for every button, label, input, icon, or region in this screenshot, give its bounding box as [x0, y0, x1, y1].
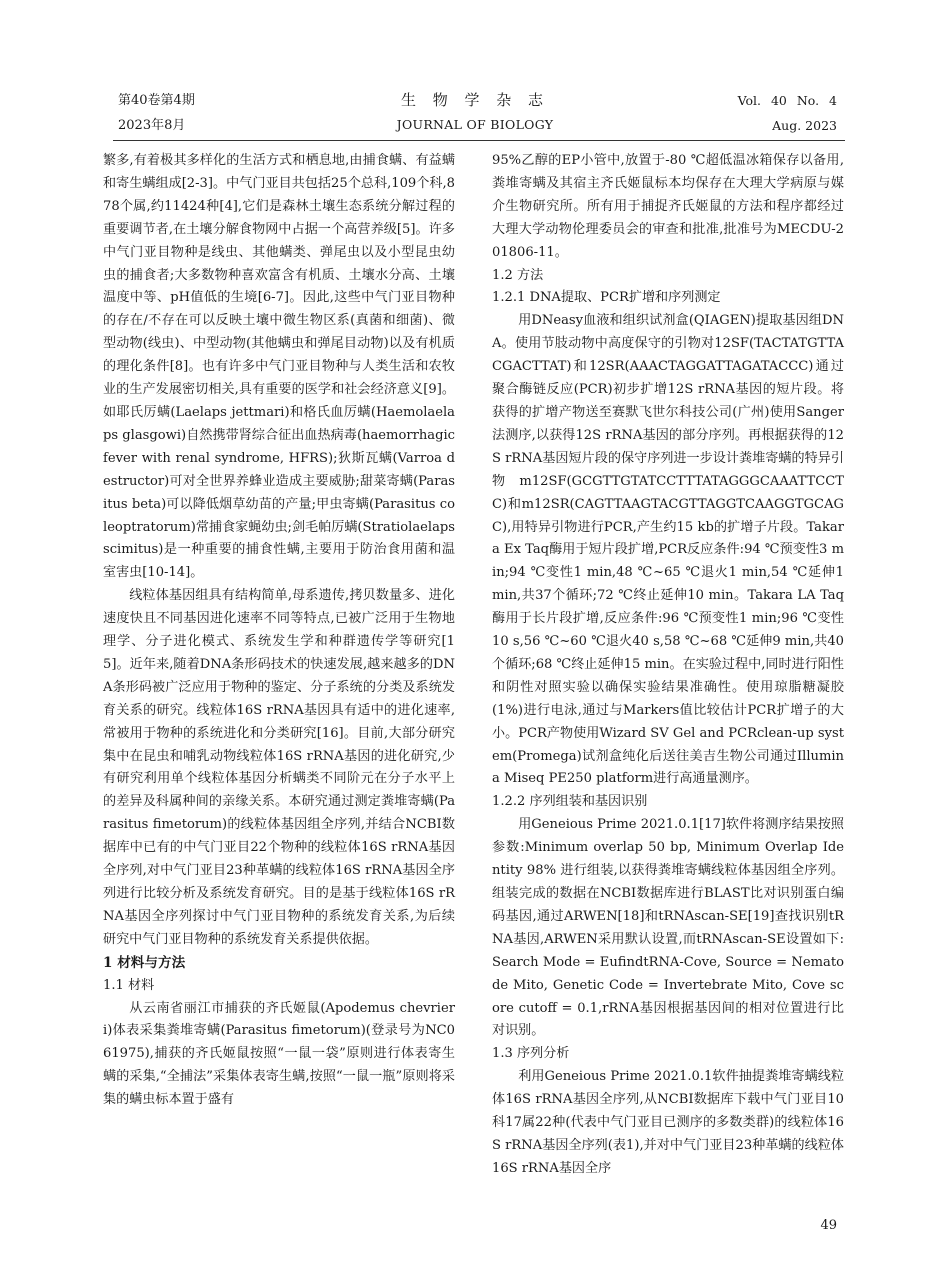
paragraph-materials-continued: 95%乙醇的EP小管中,放置于-80 ℃超低温冰箱保存以备用,粪堆寄螨及其宿主齐氏姬鼠标本均保存在大理大学病原与媒介生物研究所。所有用于捕捉齐氏姬鼠的方法和程序都经过大理大学动物伦理委员会的审查和批准,批准号为MECDU-201806-11。 [492, 153, 844, 260]
subsection-heading-assembly: 1.2.2 序列组装和基因识别 [492, 794, 648, 810]
right-column [492, 150, 844, 1181]
paragraph-mitogenome: 线粒体基因组具有结构简单,母系遗传,拷贝数量多、进化速度快且不同基因进化速率不同等特点,已被广泛用于生物地理学、分子进化模式、系统发生学和种群遗传学等研究[15]。近年来,随着DNA条形码技术的快速发展,越来越多的DNA条形码被广泛应用于物种的鉴定、分子系统的分类及系统发育关系的研究。线粒体16S rRNA基因具有适中的进化速率,常被用于物种的系统进化和分类研究[16]。目前,大部分研究集中在昆虫和哺乳动物线粒体16S rRNA基因的进化研究,少有研究利用单个线粒体基因分析螨类不同阶元在分子水平上的差异及科属种间的亲缘关系。本研究通过测定粪堆寄螨(Parasitus fimetorum)的线粒体基因组全序列,并结合NCBI数据库中已有的中气门亚目22个物种的线粒体16S rRNA基因全序列,对中气门亚目23种革螨的线粒体16S rRNA基因全序列进行比较分析及系统发育研究。目的是基于线粒体16S rRNA基因全序列探讨中气门亚目物种的系统发育关系,为后续研究中气门亚目物种的系统发育关系提供依据。 [103, 588, 455, 947]
paragraph-sequence-analysis: 利用Geneious Prime 2021.0.1软件抽提粪堆寄螨线粒体16S rRNA基因全序列,从NCBI数据库下载中气门亚目10科17属22种(代表中气门亚目已测序的多数类群)的线粒体16S rRNA基因全序列(表1),并对中气门亚目23种革螨的线粒体16S rRNA基因全序 [492, 1069, 844, 1176]
journal-title-en: JOURNAL OF BIOLOGY [396, 117, 554, 132]
header-right [738, 88, 837, 138]
running-header [0, 88, 950, 138]
journal-title-cn: 生 物 学 杂 志 [400, 91, 550, 109]
subsection-heading-methods: 1.2 方法 [492, 267, 544, 283]
subsection-heading-materials: 1.1 材料 [103, 977, 155, 993]
date-cn: 2023年8月 [118, 118, 186, 133]
paragraph-assembly: 用Geneious Prime 2021.0.1[17]软件将测序结果按照参数:Minimum overlap 50 bp, Minimum Overlap Identity 98% 进行组装,以获得粪堆寄螨线粒体基因组全序列。组装完成的数据在NCBI数据库进行BLAST比对识别蛋白编码基因,通过ARWEN[18]和tRNAscan-SE[19]查找识别tRNA基因,ARWEN采用默认设置,而tRNAscan-SE设置如下:Search Mode = EufindtRNA-Cove, Source = Nematode Mito, Genetic Code = Invertebrate Mito, Cove score cutoff = 0.1,rRNA基因根据基因间的相对位置进行比对识别。 [492, 817, 844, 1039]
section-heading-methods: 1 材料与方法 [103, 954, 186, 971]
volume-issue-cn: 第40卷第4期 [118, 93, 195, 108]
subsection-heading-sequence-analysis: 1.3 序列分析 [492, 1046, 570, 1062]
paragraph-intro-continued: 繁多,有着极其多样化的生活方式和栖息地,由捕食螨、有益螨和寄生螨组成[2-3]。中气门亚目共包括25个总科,109个科,878个属,约11424种[4],它们是森林土壤生态系统分解过程的重要调节者,在土壤分解食物网中占据一个高营养级[5]。许多中气门亚目物种是线虫、其他螨类、弹尾虫以及小型昆虫幼虫的捕食者;大多数物种喜欢富含有机质、土壤水分高、土壤温度中等、pH值低的生境[6-7]。因此,这些中气门亚目物种的存在/不存在可以反映土壤中微生物区系(真菌和细菌)、微型动物(线虫)、中型动物(其他螨虫和弹尾目动物)以及有机质的理化条件[8]。也有许多中气门亚目物种与人类生活和农牧业的生产发展密切相关,具有重要的医学和社会经济意义[9]。如耶氏厉螨(Laelaps jettmari)和格氏血厉螨(Haemolaelaps glasgowi)自然携带肾综合征出血热病毒(haemorrhagic fever with renal syndrome, HFRS);狄斯瓦螨(Varroa destructor)可对全世界养蜂业造成主要威胁;甜菜寄螨(Parasitus beta)可以降低烟草幼苗的产量;甲虫寄螨(Parasitus coleoptratorum)常捕食家蝇幼虫;剑毛帕厉螨(Stratiolaelaps scimitus)是一种重要的捕食性螨,主要用于防治食用菌和温室害虫[10-14]。 [103, 153, 456, 581]
volume-issue-en: Vol. 40 No. 4 [737, 93, 837, 108]
page-number: 49 [820, 1218, 837, 1233]
subsection-heading-dna-extraction: 1.2.1 DNA提取、PCR扩增和序列测定 [492, 290, 721, 306]
paragraph-materials: 从云南省丽江市捕获的齐氏姬鼠(Apodemus chevrieri)体表采集粪堆寄螨(Parasitus fimetorum)(登录号为NC061975),捕获的齐氏姬鼠按照“一鼠一袋”原则进行体表寄生螨的采集,“全捕法”采集体表寄生螨,按照“一鼠一瓶”原则将采集的螨虫标本置于盛有 [103, 1000, 455, 1108]
paragraph-dna-extraction: 用DNeasy血液和组织试剂盒(QIAGEN)提取基因组DNA。使用节肢动物中高度保守的引物对12SF(TACTATGTTACGACTTAT)和12SR(AAACTAGGATTAGATACCC)通过聚合酶链反应(PCR)初步扩增12S rRNA基因的短片段。将获得的扩增产物送至赛默飞世尔科技公司(广州)使用Sanger法测序,以获得12S rRNA基因的部分序列。再根据获得的12S rRNA基因短片段的保守序列进一步设计粪堆寄螨的特异引物m12SF(GCGTTGTATCCTTTATAGGGCAAATTCCTC)和m12SR(CAGTTAAGTACGTTAGGTCAAGGTGCAGC),用特异引物进行PCR,产生约15 kb的扩增子片段。Takara Ex Taq酶用于短片段扩增,PCR反应条件:94 ℃预变性3 min;94 ℃变性1 min,48 ℃~65 ℃退火1 min,54 ℃延伸1 min,共37个循环;72 ℃终止延伸10 min。Takara LA Taq酶用于长片段扩增,反应条件:96 ℃预变性1 min;96 ℃变性10 s,56 ℃~60 ℃退火40 s,58 ℃~68 ℃延伸9 min,共40个循环;68 ℃终止延伸15 min。在实验过程中,同时进行阳性和阴性对照实验以确保实验结果准确性。使用琼脂糖凝胶(1%)进行电泳,通过与Markers值比较估计PCR扩增子的大小。PCR产物使用Wizard SV Gel and PCRclean-up system(Promega)试剂盒纯化后送往美吉生物公司通过Illumina Miseq PE250 platform进行高通量测序。 [492, 313, 844, 787]
header-rule [113, 140, 845, 141]
left-column [103, 150, 455, 1112]
date-en: Aug. 2023 [772, 118, 837, 133]
